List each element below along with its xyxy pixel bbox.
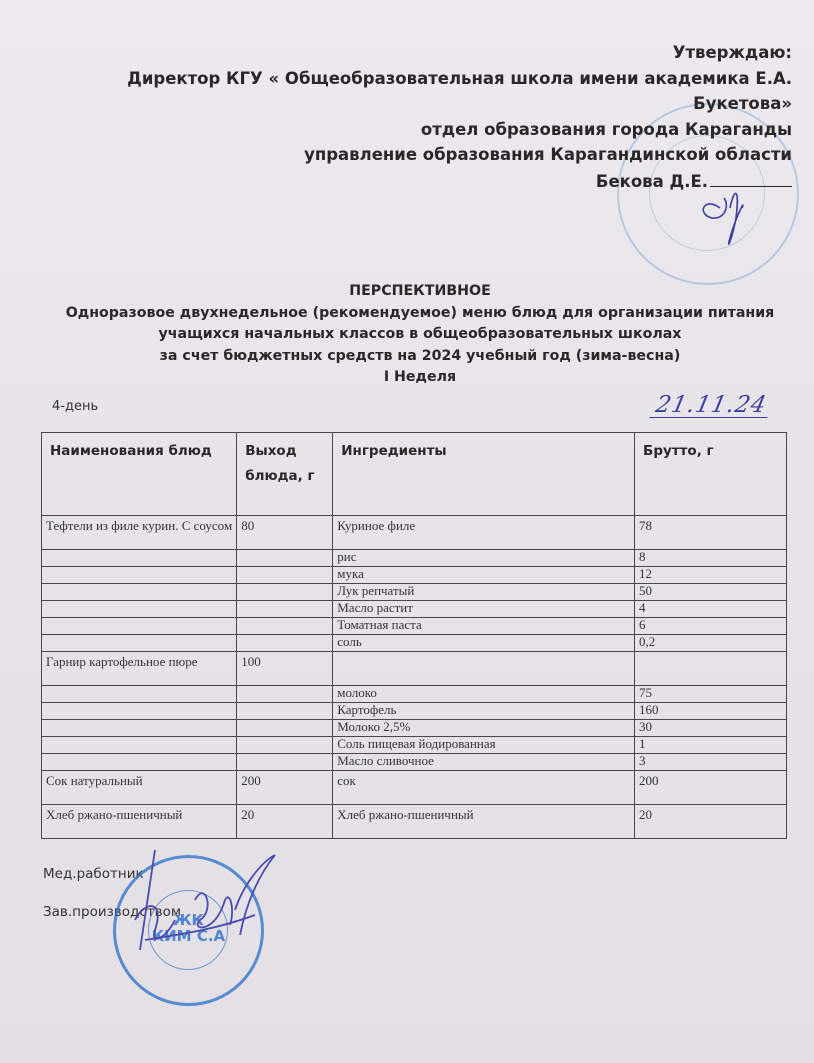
title-line-3: учащихся начальных классов в общеобразовательных школах [158, 326, 682, 343]
dish-name-cell [42, 567, 237, 584]
production-signature-icon [105, 840, 305, 970]
yield-cell [237, 584, 333, 601]
yield-cell [237, 754, 333, 771]
ingredient-cell: Соль пищевая йодированная [333, 737, 635, 754]
ingredient-cell: Хлеб ржано-пшеничный [333, 805, 635, 839]
dish-name-cell: Тефтели из филе курин. С соусом [42, 516, 237, 550]
dish-name-cell [42, 584, 237, 601]
stamp-text-line2: КИМ С.А [151, 927, 226, 945]
day-label: 4-день [52, 399, 99, 414]
menu-table [41, 432, 787, 839]
gross-weight-cell: 4 [635, 601, 787, 618]
yield-cell: 100 [237, 652, 333, 686]
yield-cell [237, 720, 333, 737]
gross-weight-cell: 3 [635, 754, 787, 771]
director-signature-icon [690, 178, 770, 258]
table-header-row [42, 433, 787, 516]
yield-cell: 200 [237, 771, 333, 805]
dish-name-cell: Хлеб ржано-пшеничный [42, 805, 237, 839]
table-row [42, 720, 787, 737]
ingredient-cell: Лук репчатый [333, 584, 635, 601]
gross-weight-cell: 8 [635, 550, 787, 567]
header-dish-name: Наименования блюд [42, 433, 237, 516]
medic-label: Мед.работник [43, 866, 144, 882]
yield-cell [237, 635, 333, 652]
dish-name-cell [42, 737, 237, 754]
approval-director: Директор КГУ « Общеобразовательная школа имени академика Е.А. [127, 68, 792, 88]
dish-name-cell [42, 686, 237, 703]
gross-weight-cell: 50 [635, 584, 787, 601]
yield-cell: 80 [237, 516, 333, 550]
stamp-text-line1: ЖК [173, 911, 204, 929]
table-row [42, 686, 787, 703]
table-row [42, 703, 787, 720]
table-row [42, 652, 787, 686]
yield-cell [237, 703, 333, 720]
yield-cell: 20 [237, 805, 333, 839]
table-row [42, 771, 787, 805]
gross-weight-cell: 0,2 [635, 635, 787, 652]
ingredient-cell: Картофель [333, 703, 635, 720]
dish-name-cell [42, 703, 237, 720]
menu-title-block [40, 281, 800, 389]
gross-weight-cell: 20 [635, 805, 787, 839]
gross-weight-cell: 200 [635, 771, 787, 805]
ingredient-cell [333, 652, 635, 686]
gross-weight-cell: 1 [635, 737, 787, 754]
dish-name-cell [42, 601, 237, 618]
ingredient-cell: молоко [333, 686, 635, 703]
table-row [42, 618, 787, 635]
ingredient-cell: мука [333, 567, 635, 584]
table-row [42, 635, 787, 652]
table-row [42, 516, 787, 550]
yield-cell [237, 601, 333, 618]
approval-school-name: Букетова» [693, 94, 792, 113]
ingredient-cell: рис [333, 550, 635, 567]
table-row [42, 550, 787, 567]
signatory-name: Бекова Д.Е. [595, 171, 708, 191]
table-row [42, 584, 787, 601]
approval-heading: Утверждаю: [672, 43, 792, 62]
dish-name-cell: Сок натуральный [42, 771, 237, 805]
header-gross: Брутто, г [635, 433, 787, 516]
ingredient-cell: Томатная паста [333, 618, 635, 635]
table-row [42, 737, 787, 754]
dish-name-cell: Гарнир картофельное пюре [42, 652, 237, 686]
gross-weight-cell: 160 [635, 703, 787, 720]
title-line-4: за счет бюджетных средств на 2024 учебный год (зима-весна) [159, 347, 681, 364]
ingredient-cell: соль [333, 635, 635, 652]
gross-weight-cell: 75 [635, 686, 787, 703]
dish-name-cell [42, 618, 237, 635]
header-ingredients: Ингредиенты [333, 433, 635, 516]
gross-weight-cell: 30 [635, 720, 787, 737]
table-body [42, 516, 787, 839]
approval-administration: управление образования Карагандинской области [304, 145, 792, 164]
production-manager-label: Зав.производством [43, 904, 182, 920]
yield-cell [237, 567, 333, 584]
table-row [42, 567, 787, 584]
yield-cell [237, 737, 333, 754]
yield-cell [237, 686, 333, 703]
title-line-2: Одноразовое двухнедельное (рекомендуемое) меню блюд для организации питания [65, 304, 775, 321]
table-row [42, 805, 787, 839]
yield-cell [237, 618, 333, 635]
gross-weight-cell: 12 [635, 567, 787, 584]
table-row [42, 754, 787, 771]
gross-weight-cell: 6 [635, 618, 787, 635]
handwritten-date: 21.11.24 [649, 393, 773, 418]
ingredient-cell: Куриное филе [333, 516, 635, 550]
ingredient-cell: Масло растит [333, 601, 635, 618]
yield-cell [237, 550, 333, 567]
header-yield: Выход блюда, г [237, 433, 333, 516]
ingredient-cell: Масло сливочное [333, 754, 635, 771]
title-heading: ПЕРСПЕКТИВНОЕ [349, 283, 491, 299]
ingredient-cell: Молоко 2,5% [333, 720, 635, 737]
gross-weight-cell [635, 652, 787, 686]
ingredient-cell: сок [333, 771, 635, 805]
approval-department: отдел образования города Караганды [420, 119, 792, 139]
dish-name-cell [42, 720, 237, 737]
dish-name-cell [42, 550, 237, 567]
dish-name-cell [42, 635, 237, 652]
table-row [42, 601, 787, 618]
approval-block [127, 40, 792, 194]
gross-weight-cell: 78 [635, 516, 787, 550]
week-label: I Неделя [383, 369, 457, 386]
dish-name-cell [42, 754, 237, 771]
